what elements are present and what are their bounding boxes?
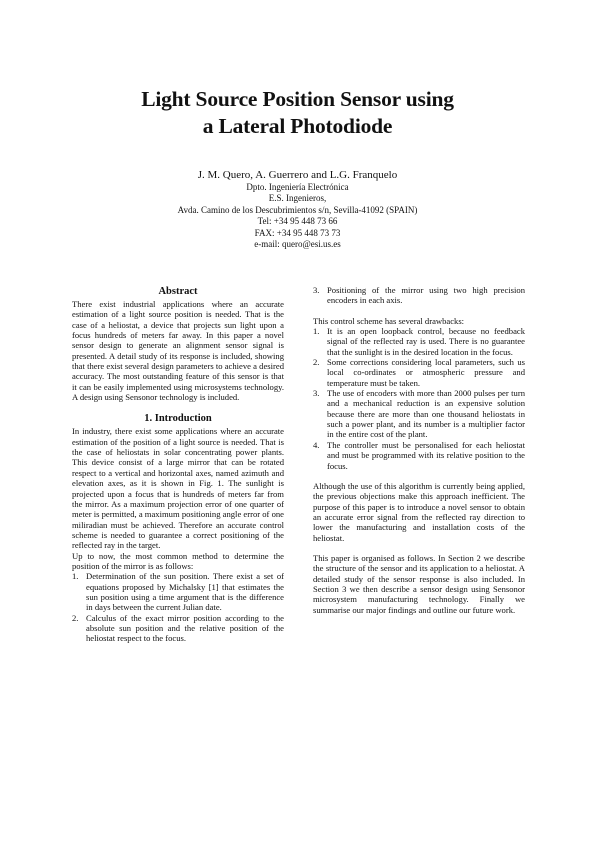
affiliation-department: Dpto. Ingeniería Electrónica	[246, 182, 349, 192]
list-item-text: Determination of the sun position. There exist a set of equations proposed by Michalsky [1] that estimates the sun position using a time argument that is the difference in days between the current Julian date.	[86, 571, 284, 613]
list-item-number: 3.	[313, 388, 320, 399]
list-item	[313, 440, 525, 471]
affiliation-email: e-mail: quero@esi.us.es	[254, 239, 341, 250]
drawbacks-list	[313, 326, 525, 471]
affiliation-tel: Tel: +34 95 448 73 66	[257, 216, 338, 227]
list-item	[313, 357, 525, 388]
method-steps-continued	[313, 285, 525, 306]
drawbacks-intro: This control scheme has several drawbacks:	[313, 315, 465, 326]
right-column	[313, 285, 525, 615]
list-item-number: 1.	[72, 571, 79, 582]
list-item-text: It is an open loopback control, because no feedback signal of the reflected ray is used. There is no guarantee that the sunlight is in the desired location in the focus.	[327, 326, 525, 357]
abstract-heading: Abstract	[158, 286, 198, 297]
list-item-text: The controller must be personalised for each heliostat and must be programmed with its relative position to the focus.	[327, 439, 525, 471]
organisation-paragraph: This paper is organised as follows. In Section 2 we describe the structure of the sensor and its application to a heliostat. A detailed study of the sensor response is also included. In Section 3 we then describe a sensor design using Sensonor microsystem manufacturing technology. Finally we summarise our major findings and outline our future work.	[313, 552, 525, 615]
list-item	[313, 285, 525, 306]
list-item-number: 1.	[313, 326, 320, 337]
list-item-number: 3.	[313, 285, 320, 295]
list-item	[72, 613, 284, 644]
list-item-text: Some corrections considering local parameters, such us local co-ordinates or atmospheric pressure and temperature must be taken.	[327, 357, 525, 388]
list-item-text: Calculus of the exact mirror position according to the absolute sun position and the relative position of the heliostat respect to the focus.	[86, 612, 284, 644]
list-item-text: The use of encoders with more than 2000 pulses per turn and a mechanical reduction is an expensive solution because there are more than one thousand heliostats in such a power plant, and its number is a multiplier factor in the entire cost of the plant.	[327, 388, 525, 440]
list-item-number: 2.	[313, 357, 320, 368]
title-line-2: a Lateral Photodiode	[202, 114, 393, 138]
author-list: J. M. Quero, A. Guerrero and L.G. Franquelo	[197, 169, 398, 181]
list-item-text: Positioning of the mirror using two high precision encoders in each axis.	[327, 285, 525, 306]
paper-title	[60, 86, 535, 140]
affiliation-block	[40, 182, 555, 250]
list-item	[313, 326, 525, 357]
introduction-heading: 1. Introduction	[144, 413, 212, 425]
introduction-paragraph-1: In industry, there exist some applications where an accurate estimation of the position of a light source is needed. That is the case of heliostats in solar concentrating power plants. This device consist of a large mirror that can be rotated respect to a vertical and horizontal axes, named azimuth and elevation axes, as it is shown in Fig. 1. The sunlight is projected upon a focus that is hundreds of meters far from the mirror. As a maximum projection error of one quarter of meter is permitted, a maximum positioning angle error of one miliradian must be achieved. Therefore an accurate control scheme is needed to guarantee a correct positioning of the reflected ray in the target.	[72, 426, 284, 551]
purpose-paragraph: Although the use of this algorithm is currently being applied, the previous objections make this approach inefficient. The purpose of this paper is to introduce a novel sensor to obtain an accurate error signal from the reflected ray direction to lower the manufacturing and installation costs of the heliostat.	[313, 480, 525, 543]
affiliation-school: E.S. Ingenieros,	[268, 193, 327, 204]
method-steps-list	[72, 571, 284, 643]
list-item-number: 2.	[72, 612, 79, 623]
affiliation-fax: FAX: +34 95 448 73 73	[254, 227, 341, 238]
title-line-1: Light Source Position Sensor using	[141, 87, 454, 111]
abstract-text: There exist industrial applications where an accurate estimation of a light source position is needed. That is the case of a heliostat, a device that projects sun light upon a focus hundreds of meters far away. In this paper a novel sensor design to generate an alignment sensor signal is presented. A detail study of its response is included, showing that there exist several design parameters to achieve a desired accuracy. The most outstanding feature of this sensor is that it can be easily implemented using microsystems technology. A design using Sensonor technology is included.	[72, 299, 284, 403]
list-item-number: 4.	[313, 439, 320, 450]
introduction-paragraph-2: Up to now, the most common method to determine the position of the mirror is as follows:	[72, 550, 284, 571]
affiliation-address: Avda. Camino de los Descubrimientos s/n, Sevilla-41092 (SPAIN)	[177, 204, 418, 215]
left-column	[72, 285, 284, 644]
list-item	[313, 388, 525, 440]
list-item	[72, 571, 284, 612]
